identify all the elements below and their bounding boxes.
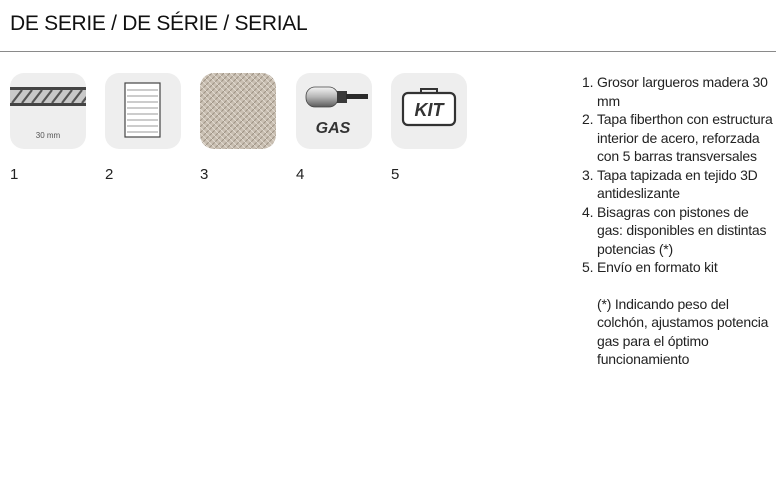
feature-number-4: 4 — [296, 166, 305, 183]
thickness-label: 30 mm — [35, 131, 61, 140]
list-item: 3. Tapa tapizada en tejido 3D antideslizante — [582, 166, 758, 201]
feature-tile-gas — [296, 73, 372, 149]
feature-tile-fabric — [200, 73, 276, 149]
slatted-base-icon — [105, 73, 181, 149]
feature-number-2: 2 — [105, 166, 114, 183]
gas-label: GAS — [315, 120, 351, 137]
header-divider — [0, 51, 776, 52]
feature-tile-wood — [10, 73, 86, 149]
feature-number-5: 5 — [391, 166, 400, 183]
feature-tile-slats — [105, 73, 181, 149]
list-item: 1. Grosor largueros madera 30 mm — [582, 74, 768, 109]
footnote: (*) Indicando peso del colchón, ajustamos potencia gas para el óptimo funcionamiento — [597, 295, 769, 367]
list-item: 2. Tapa fiberthon con estructura interior de acero, reforzada con 5 barras transversales — [582, 111, 773, 164]
3d-fabric-texture-icon — [200, 73, 276, 149]
kit-label: KIT — [414, 100, 444, 120]
feature-number-1: 1 — [10, 166, 19, 183]
specs-list — [582, 73, 774, 369]
kit-box-icon — [391, 73, 467, 149]
feature-tile-kit — [391, 73, 467, 149]
list-item: 4. Bisagras con pistones de gas: disponibles en distintas potencias (*) — [582, 203, 767, 257]
gas-piston-icon — [296, 73, 372, 149]
list-item: 5. Envío en formato kit — [582, 259, 718, 275]
page-title: DE SERIE / DE SÉRIE / SERIAL — [10, 12, 308, 35]
feature-number-3: 3 — [200, 166, 209, 183]
